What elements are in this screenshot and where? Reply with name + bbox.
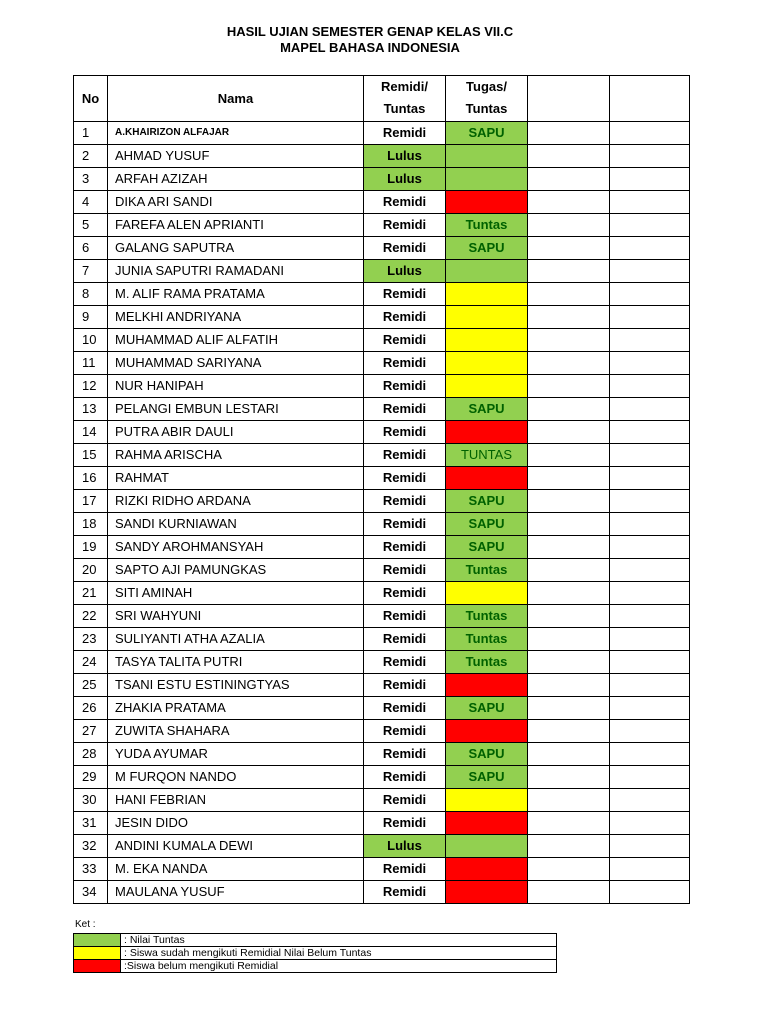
- tugas-cell: [446, 421, 528, 444]
- row-number: 17: [74, 490, 108, 513]
- table-row: [74, 582, 690, 605]
- tugas-cell: [446, 674, 528, 697]
- empty-cell: [528, 881, 610, 904]
- row-number: 19: [74, 536, 108, 559]
- student-name: MELKHI ANDRIYANA: [108, 306, 364, 329]
- table-row: [74, 352, 690, 375]
- status-cell: Lulus: [364, 145, 446, 168]
- tugas-cell: [446, 720, 528, 743]
- row-number: 28: [74, 743, 108, 766]
- empty-cell: [610, 375, 690, 398]
- status-cell: Remidi: [364, 513, 446, 536]
- student-name: JUNIA SAPUTRI RAMADANI: [108, 260, 364, 283]
- table-row: [74, 214, 690, 237]
- student-name: ARFAH AZIZAH: [108, 168, 364, 191]
- empty-cell: [610, 605, 690, 628]
- tugas-cell: Tuntas: [446, 628, 528, 651]
- empty-cell: [610, 145, 690, 168]
- tugas-cell: TUNTAS: [446, 444, 528, 467]
- status-cell: Remidi: [364, 398, 446, 421]
- empty-cell: [610, 329, 690, 352]
- row-number: 29: [74, 766, 108, 789]
- status-cell: Remidi: [364, 789, 446, 812]
- empty-cell: [610, 237, 690, 260]
- tugas-cell: [446, 145, 528, 168]
- status-cell: Remidi: [364, 214, 446, 237]
- empty-cell: [528, 398, 610, 421]
- student-name: SANDI KURNIAWAN: [108, 513, 364, 536]
- column-header-status: [364, 76, 446, 122]
- student-name: SULIYANTI ATHA AZALIA: [108, 628, 364, 651]
- status-cell: Remidi: [364, 582, 446, 605]
- column-header-empty-2: [610, 76, 690, 122]
- table-row: [74, 651, 690, 674]
- empty-cell: [610, 812, 690, 835]
- empty-cell: [610, 283, 690, 306]
- empty-cell: [610, 122, 690, 145]
- empty-cell: [610, 720, 690, 743]
- student-name: SRI WAHYUNI: [108, 605, 364, 628]
- row-number: 9: [74, 306, 108, 329]
- empty-cell: [610, 352, 690, 375]
- empty-cell: [528, 260, 610, 283]
- empty-cell: [610, 513, 690, 536]
- legend-label: : Siswa sudah mengikuti Remidial Nilai Belum Tuntas: [121, 947, 557, 960]
- tugas-cell: [446, 168, 528, 191]
- legend-ket-label: Ket :: [75, 919, 96, 930]
- row-number: 22: [74, 605, 108, 628]
- empty-cell: [610, 214, 690, 237]
- row-number: 24: [74, 651, 108, 674]
- empty-cell: [610, 835, 690, 858]
- empty-cell: [528, 467, 610, 490]
- empty-cell: [610, 582, 690, 605]
- student-name: NUR HANIPAH: [108, 375, 364, 398]
- status-cell: Lulus: [364, 168, 446, 191]
- table-row: [74, 812, 690, 835]
- status-cell: Remidi: [364, 674, 446, 697]
- row-number: 16: [74, 467, 108, 490]
- status-cell: Remidi: [364, 375, 446, 398]
- column-header-tugas: [446, 76, 528, 122]
- tugas-cell: [446, 881, 528, 904]
- row-number: 13: [74, 398, 108, 421]
- empty-cell: [528, 582, 610, 605]
- empty-cell: [610, 536, 690, 559]
- tugas-cell: [446, 835, 528, 858]
- empty-cell: [610, 398, 690, 421]
- empty-cell: [610, 467, 690, 490]
- empty-cell: [610, 490, 690, 513]
- student-name: SAPTO AJI PAMUNGKAS: [108, 559, 364, 582]
- empty-cell: [610, 674, 690, 697]
- table-row: [74, 467, 690, 490]
- student-name: AHMAD YUSUF: [108, 145, 364, 168]
- student-name: MAULANA YUSUF: [108, 881, 364, 904]
- table-row: [74, 605, 690, 628]
- table-row: [74, 559, 690, 582]
- empty-cell: [610, 858, 690, 881]
- empty-cell: [610, 168, 690, 191]
- row-number: 4: [74, 191, 108, 214]
- empty-cell: [528, 628, 610, 651]
- tugas-cell: SAPU: [446, 766, 528, 789]
- table-row: [74, 835, 690, 858]
- table-row: [74, 398, 690, 421]
- tugas-cell: SAPU: [446, 398, 528, 421]
- student-name: ZHAKIA PRATAMA: [108, 697, 364, 720]
- student-name: M. ALIF RAMA PRATAMA: [108, 283, 364, 306]
- empty-cell: [528, 375, 610, 398]
- empty-cell: [528, 812, 610, 835]
- empty-cell: [528, 283, 610, 306]
- column-header-status-line1: Remidi/: [381, 79, 428, 94]
- table-row: [74, 145, 690, 168]
- empty-cell: [528, 835, 610, 858]
- empty-cell: [610, 628, 690, 651]
- row-number: 18: [74, 513, 108, 536]
- column-header-nama: Nama: [108, 76, 364, 122]
- table-row: [74, 260, 690, 283]
- column-header-no: No: [74, 76, 108, 122]
- row-number: 23: [74, 628, 108, 651]
- empty-cell: [528, 651, 610, 674]
- empty-cell: [528, 237, 610, 260]
- row-number: 20: [74, 559, 108, 582]
- empty-cell: [610, 766, 690, 789]
- student-name: PELANGI EMBUN LESTARI: [108, 398, 364, 421]
- empty-cell: [528, 766, 610, 789]
- tugas-cell: [446, 812, 528, 835]
- row-number: 8: [74, 283, 108, 306]
- table-row: [74, 237, 690, 260]
- table-row: [74, 191, 690, 214]
- table-row: [74, 490, 690, 513]
- student-name: M FURQON NANDO: [108, 766, 364, 789]
- table-row: [74, 536, 690, 559]
- page-title: HASIL UJIAN SEMESTER GENAP KELAS VII.C: [226, 24, 514, 39]
- empty-cell: [528, 559, 610, 582]
- tugas-cell: [446, 283, 528, 306]
- row-number: 2: [74, 145, 108, 168]
- status-cell: Remidi: [364, 191, 446, 214]
- tugas-cell: [446, 260, 528, 283]
- tugas-cell: SAPU: [446, 237, 528, 260]
- empty-cell: [528, 605, 610, 628]
- column-header-status-line2: Tuntas: [383, 101, 426, 116]
- empty-cell: [610, 651, 690, 674]
- student-name: DIKA ARI SANDI: [108, 191, 364, 214]
- status-cell: Remidi: [364, 766, 446, 789]
- empty-cell: [610, 260, 690, 283]
- table-row: [74, 720, 690, 743]
- status-cell: Remidi: [364, 329, 446, 352]
- status-cell: Remidi: [364, 306, 446, 329]
- row-number: 31: [74, 812, 108, 835]
- student-name: RIZKI RIDHO ARDANA: [108, 490, 364, 513]
- status-cell: Remidi: [364, 122, 446, 145]
- table-row: [74, 329, 690, 352]
- tugas-cell: Tuntas: [446, 605, 528, 628]
- row-number: 5: [74, 214, 108, 237]
- legend-label: :Siswa belum mengikuti Remidial: [121, 960, 557, 973]
- table-row: [74, 444, 690, 467]
- tugas-cell: Tuntas: [446, 559, 528, 582]
- empty-cell: [528, 329, 610, 352]
- empty-cell: [610, 191, 690, 214]
- empty-cell: [528, 536, 610, 559]
- page-subtitle: MAPEL BAHASA INDONESIA: [280, 40, 460, 55]
- student-name: TASYA TALITA PUTRI: [108, 651, 364, 674]
- empty-cell: [528, 789, 610, 812]
- legend-row: [74, 960, 557, 973]
- status-cell: Remidi: [364, 490, 446, 513]
- table-row: [74, 766, 690, 789]
- row-number: 10: [74, 329, 108, 352]
- status-cell: Remidi: [364, 444, 446, 467]
- empty-cell: [610, 697, 690, 720]
- table-row: [74, 674, 690, 697]
- legend-row: [74, 934, 557, 947]
- student-name: JESIN DIDO: [108, 812, 364, 835]
- empty-cell: [610, 421, 690, 444]
- table-row: [74, 789, 690, 812]
- status-cell: Remidi: [364, 237, 446, 260]
- row-number: 32: [74, 835, 108, 858]
- tugas-cell: SAPU: [446, 697, 528, 720]
- table-row: [74, 881, 690, 904]
- empty-cell: [610, 789, 690, 812]
- tugas-cell: SAPU: [446, 122, 528, 145]
- legend-swatch: [74, 934, 121, 947]
- empty-cell: [528, 122, 610, 145]
- row-number: 12: [74, 375, 108, 398]
- student-name: YUDA AYUMAR: [108, 743, 364, 766]
- empty-cell: [528, 168, 610, 191]
- empty-cell: [528, 352, 610, 375]
- empty-cell: [528, 444, 610, 467]
- table-row: [74, 628, 690, 651]
- status-cell: Remidi: [364, 352, 446, 375]
- row-number: 14: [74, 421, 108, 444]
- status-cell: Remidi: [364, 743, 446, 766]
- tugas-cell: Tuntas: [446, 651, 528, 674]
- row-number: 30: [74, 789, 108, 812]
- tugas-cell: SAPU: [446, 490, 528, 513]
- table-row: [74, 283, 690, 306]
- tugas-cell: [446, 352, 528, 375]
- column-header-tugas-line1: Tugas/: [466, 79, 507, 94]
- student-name: RAHMAT: [108, 467, 364, 490]
- status-cell: Remidi: [364, 881, 446, 904]
- student-name: FAREFA ALEN APRIANTI: [108, 214, 364, 237]
- status-cell: Remidi: [364, 697, 446, 720]
- status-cell: Lulus: [364, 260, 446, 283]
- table-row: [74, 743, 690, 766]
- status-cell: Remidi: [364, 720, 446, 743]
- status-cell: Remidi: [364, 559, 446, 582]
- table-header-row: [74, 76, 690, 122]
- student-name: TSANI ESTU ESTININGTYAS: [108, 674, 364, 697]
- row-number: 15: [74, 444, 108, 467]
- student-name: MUHAMMAD SARIYANA: [108, 352, 364, 375]
- tugas-cell: [446, 467, 528, 490]
- row-number: 6: [74, 237, 108, 260]
- table-row: [74, 858, 690, 881]
- column-header-tugas-line2: Tuntas: [465, 101, 508, 116]
- student-name: MUHAMMAD ALIF ALFATIH: [108, 329, 364, 352]
- student-name: GALANG SAPUTRA: [108, 237, 364, 260]
- results-table: [73, 75, 690, 904]
- tugas-cell: [446, 329, 528, 352]
- status-cell: Remidi: [364, 421, 446, 444]
- tugas-cell: SAPU: [446, 743, 528, 766]
- legend-table: [73, 933, 557, 973]
- empty-cell: [528, 513, 610, 536]
- student-name: A.KHAIRIZON ALFAJAR: [108, 122, 364, 145]
- student-name: SITI AMINAH: [108, 582, 364, 605]
- tugas-cell: [446, 789, 528, 812]
- legend-label: : Nilai Tuntas: [121, 934, 557, 947]
- status-cell: Lulus: [364, 835, 446, 858]
- row-number: 34: [74, 881, 108, 904]
- empty-cell: [528, 674, 610, 697]
- student-name: RAHMA ARISCHA: [108, 444, 364, 467]
- student-name: SANDY AROHMANSYAH: [108, 536, 364, 559]
- row-number: 25: [74, 674, 108, 697]
- empty-cell: [610, 306, 690, 329]
- status-cell: Remidi: [364, 651, 446, 674]
- tugas-cell: [446, 306, 528, 329]
- table-row: [74, 306, 690, 329]
- table-row: [74, 122, 690, 145]
- empty-cell: [610, 559, 690, 582]
- row-number: 33: [74, 858, 108, 881]
- tugas-cell: [446, 582, 528, 605]
- status-cell: Remidi: [364, 283, 446, 306]
- tugas-cell: Tuntas: [446, 214, 528, 237]
- row-number: 1: [74, 122, 108, 145]
- legend-swatch: [74, 960, 121, 973]
- status-cell: Remidi: [364, 858, 446, 881]
- table-row: [74, 168, 690, 191]
- status-cell: Remidi: [364, 467, 446, 490]
- empty-cell: [528, 697, 610, 720]
- empty-cell: [610, 881, 690, 904]
- student-name: PUTRA ABIR DAULI: [108, 421, 364, 444]
- tugas-cell: SAPU: [446, 536, 528, 559]
- empty-cell: [528, 858, 610, 881]
- student-name: ZUWITA SHAHARA: [108, 720, 364, 743]
- column-header-empty-1: [528, 76, 610, 122]
- legend-row: [74, 947, 557, 960]
- student-name: ANDINI KUMALA DEWI: [108, 835, 364, 858]
- row-number: 26: [74, 697, 108, 720]
- tugas-cell: SAPU: [446, 513, 528, 536]
- empty-cell: [528, 306, 610, 329]
- empty-cell: [610, 444, 690, 467]
- legend-swatch: [74, 947, 121, 960]
- table-row: [74, 513, 690, 536]
- status-cell: Remidi: [364, 605, 446, 628]
- empty-cell: [528, 720, 610, 743]
- tugas-cell: [446, 191, 528, 214]
- table-row: [74, 375, 690, 398]
- row-number: 21: [74, 582, 108, 605]
- empty-cell: [528, 145, 610, 168]
- status-cell: Remidi: [364, 628, 446, 651]
- tugas-cell: [446, 858, 528, 881]
- status-cell: Remidi: [364, 536, 446, 559]
- row-number: 3: [74, 168, 108, 191]
- empty-cell: [528, 191, 610, 214]
- tugas-cell: [446, 375, 528, 398]
- row-number: 7: [74, 260, 108, 283]
- student-name: M. EKA NANDA: [108, 858, 364, 881]
- empty-cell: [610, 743, 690, 766]
- student-name: HANI FEBRIAN: [108, 789, 364, 812]
- empty-cell: [528, 490, 610, 513]
- empty-cell: [528, 214, 610, 237]
- row-number: 27: [74, 720, 108, 743]
- empty-cell: [528, 743, 610, 766]
- empty-cell: [528, 421, 610, 444]
- row-number: 11: [74, 352, 108, 375]
- table-row: [74, 421, 690, 444]
- status-cell: Remidi: [364, 812, 446, 835]
- table-row: [74, 697, 690, 720]
